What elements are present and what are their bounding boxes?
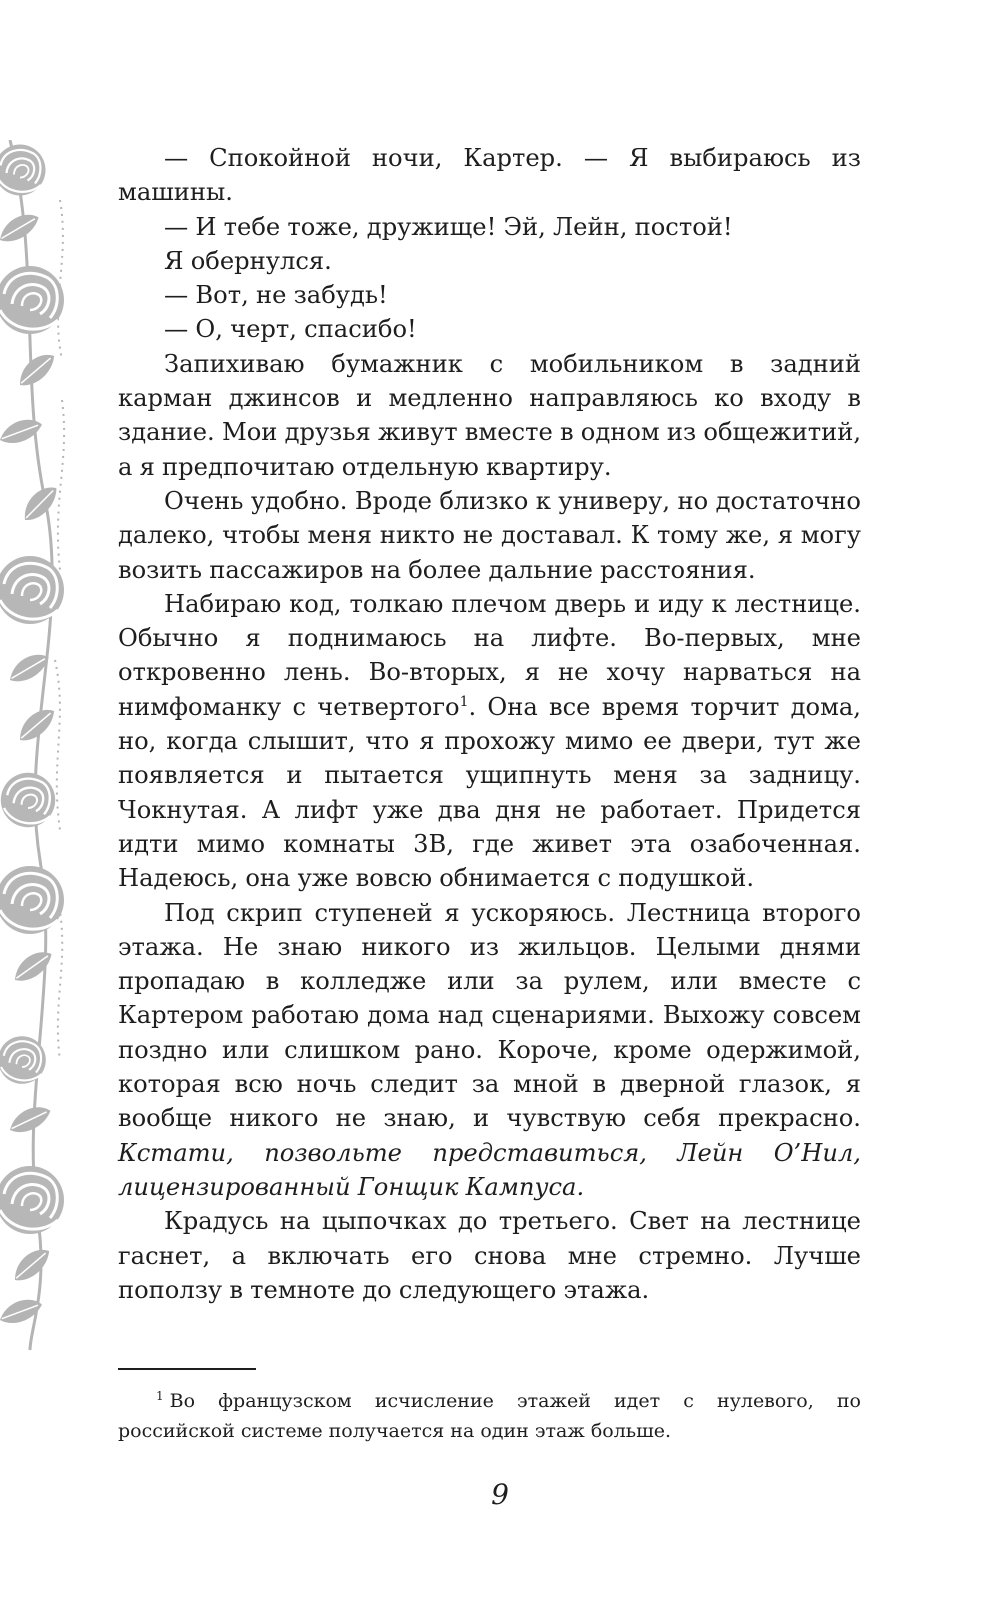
italic-text: Кстати, позвольте представиться, Лейн О’Нил, лицензированный Гонщик Кампуса. [118, 1138, 861, 1201]
paragraph [118, 587, 861, 896]
paragraph: — Спокойной ночи, Картер. — Я выбираюсь из машины. [118, 144, 861, 207]
footnote [118, 1386, 861, 1446]
paragraph-text: Под скрип ступеней я ускоряюсь. Лестница второго этажа. Не знаю никого из жильцов. Целыми днями пропадаю в колледже или за рулем, или вместе с Картером работаю дома над сценариями. Выхожу совсем поздно или слишком рано. Короче, кроме одержимой, которая всю ночь следит за мной в дверной глазок, я вообще никого не знаю, и чувствую себя прекрасно. [118, 898, 861, 1133]
footnote-divider [118, 1368, 256, 1370]
paragraph: Крадусь на цыпочках до третьего. Свет на лестнице гаснет, а включать его снова мне стремно. Лучше поползу в темноте до следующего этажа. [118, 1207, 861, 1304]
body-text [118, 141, 861, 1307]
paragraph: Очень удобно. Вроде близко к универу, но достаточно далеко, чтобы меня никто не доставал. К тому же, я могу возить пассажиров на более дальние расстояния. [118, 486, 861, 584]
paragraph [118, 896, 861, 1205]
page-number: 9 [491, 1478, 509, 1511]
paragraph: — Вот, не забудь! [164, 281, 388, 310]
paragraph-text: . Она все время торчит дома, но, когда слышит, что я прохожу мимо ее двери, тут же появляется и пытается ущипнуть меня за задницу. Чокнутая. А лифт уже два дня не работает. Придется идти мимо комнаты 3В, где живет эта озабоченная. Надеюсь, она уже вовсю обнимается с подушкой. [118, 692, 861, 893]
footnote-reference: 1 [459, 693, 469, 710]
footnote-marker: 1 [156, 1388, 164, 1403]
rose-vine-border-icon [0, 140, 92, 1350]
paragraph: Я обернулся. [164, 246, 332, 275]
paragraph: Запихиваю бумажник с мобильником в задний карман джинсов и медленно направляюсь ко входу в здание. Мои друзья живут вместе в одном из общежитий, а я предпочитаю отдельную квартиру. [118, 349, 862, 481]
footnote-text: Во французском исчисление этажей идет с нулевого, по российской системе получается на один этаж больше. [118, 1390, 861, 1442]
paragraph-text: Набираю код, толкаю плечом дверь и иду к лестнице. Обычно я поднимаюсь на лифте. Во-первых, мне откровенно лень. Во-вторых, я не хочу нарваться на нимфоманку с четвертого [118, 589, 861, 721]
paragraph: — И тебе тоже, дружище! Эй, Лейн, постой! [164, 212, 733, 241]
paragraph: — О, черт, спасибо! [164, 315, 417, 344]
